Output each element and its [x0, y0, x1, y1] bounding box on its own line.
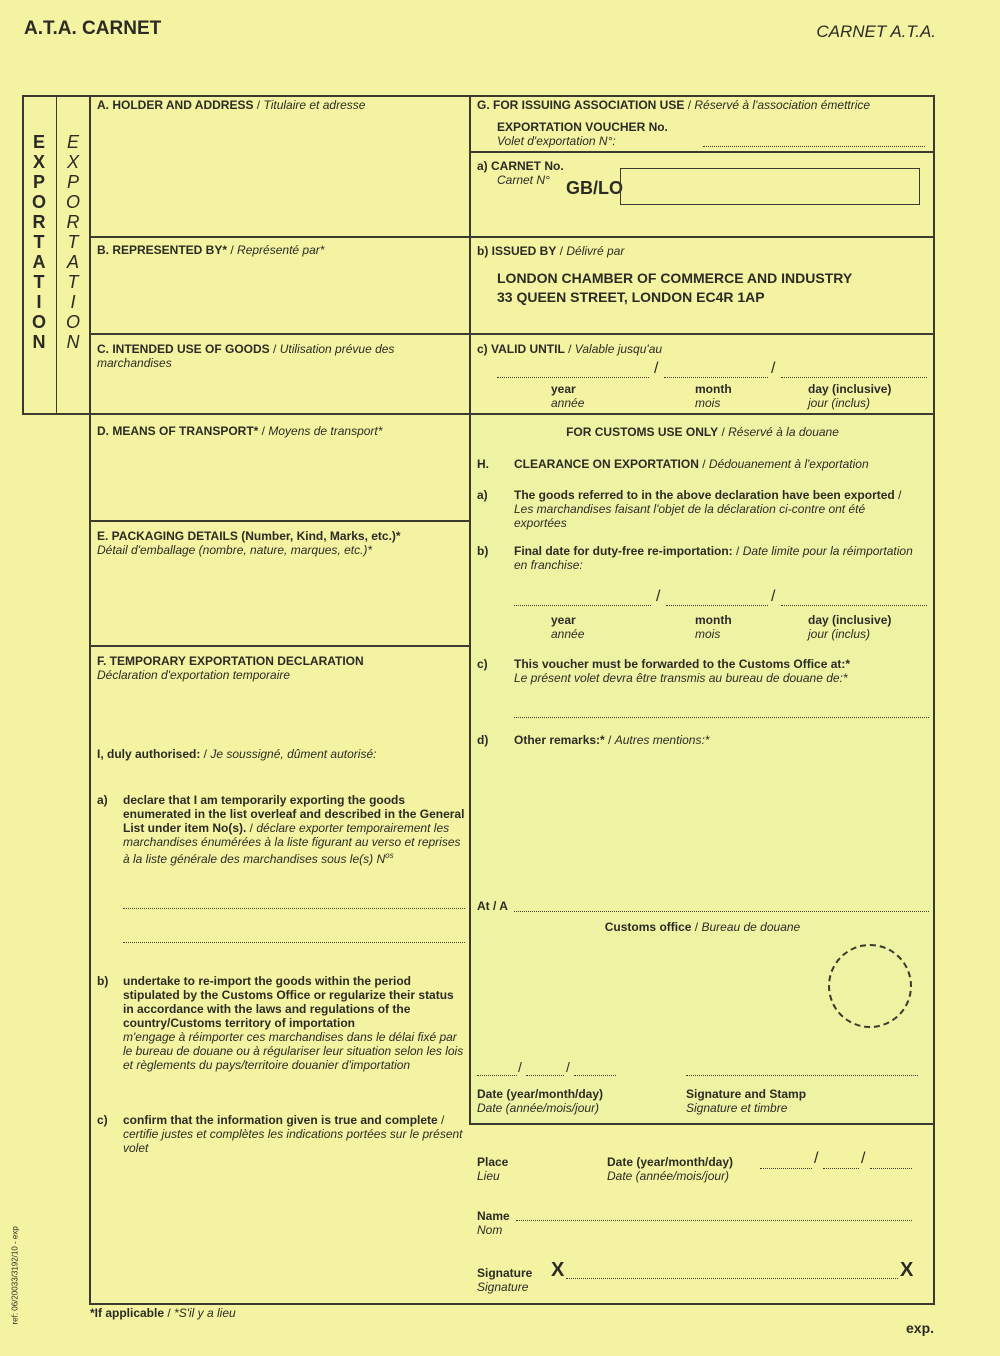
item-b-en: undertake to re-import the goods within the period stipulated by the Customs Office or regularize their status in accordance with the laws and regulations of the country/Customs territory of importation [123, 974, 454, 1030]
side-letter: T [33, 232, 45, 252]
side-letter: E [66, 132, 79, 152]
voucher-label [497, 120, 668, 148]
frame-side-divider [56, 95, 57, 415]
name-caption [477, 1209, 510, 1237]
customs-b-en: Final date for duty-free re-importation: [514, 544, 733, 558]
other-remarks-field[interactable] [514, 752, 929, 892]
issuer-line-2: 33 QUEEN STREET, LONDON EC4R 1AP [497, 289, 765, 305]
customs-office-fr: Bureau de douane [701, 920, 801, 934]
customs-date-year-field[interactable] [477, 1075, 517, 1076]
item-numbers-line-2[interactable] [123, 942, 465, 943]
item-b-text [123, 974, 465, 1072]
item-b-fr: m'engage à réimporter ces marchandises dans le délai fixé par le bureau de douane ou à régulariser leur situation selon les lois et règlements du pays/territoire douanier d'importation [123, 1030, 464, 1072]
reimport-day-caption [808, 613, 891, 641]
valid-month-en: month [695, 382, 732, 396]
valid-day-fr: jour (inclus) [808, 396, 871, 410]
side-letter: T [67, 272, 79, 292]
issuer-line-1: LONDON CHAMBER OF COMMERCE AND INDUSTRY [497, 270, 853, 286]
valid-day-field[interactable] [781, 377, 927, 378]
holder-date-en: Date (year/month/day) [607, 1155, 734, 1169]
customs-d-en: Other remarks:* [514, 733, 605, 747]
signature-caption [477, 1266, 532, 1294]
customs-date-day-field[interactable] [574, 1075, 616, 1076]
item-c-letter: c) [97, 1113, 108, 1127]
side-letter: X [32, 152, 45, 172]
signature-fr: Signature [477, 1280, 529, 1294]
section-e-fr: Détail d'emballage (nombre, nature, marques, etc.)* [97, 543, 373, 557]
section-a-fr: Titulaire et adresse [263, 98, 366, 112]
side-letter: O [31, 312, 46, 332]
side-letter: X [66, 152, 79, 172]
customs-c-en: This voucher must be forwarded to the Customs Office at:* [514, 657, 851, 671]
customs-title: FOR CUSTOMS USE ONLY / Réservé à la douane [566, 425, 839, 439]
name-en: Name [477, 1209, 510, 1223]
section-d-label: D. MEANS OF TRANSPORT* / Moyens de transport* [97, 424, 383, 438]
divider-g-c [469, 333, 935, 335]
valid-year-field[interactable] [497, 377, 649, 378]
section-c-en: C. INTENDED USE OF GOODS [97, 342, 270, 356]
reimport-year-en: year [551, 613, 576, 627]
item-a-en: declare that I am temporarily exporting the goods enumerated in the list overleaf and described in the General List under item No(s). [123, 793, 465, 835]
side-letter: N [66, 332, 80, 352]
reimport-year-caption [551, 613, 584, 641]
holder-date-year-field[interactable] [760, 1168, 812, 1169]
footnote-en: *If applicable [90, 1306, 165, 1320]
section-f-fr: Déclaration d'exportation temporaire [97, 668, 291, 682]
represented-by-field[interactable] [92, 262, 468, 332]
holder-address-field[interactable] [92, 118, 468, 234]
side-letter: A [32, 252, 46, 272]
place-fr: Lieu [477, 1169, 500, 1183]
voucher-en: EXPORTATION VOUCHER No. [497, 120, 668, 134]
customs-office-en: Customs office [604, 920, 692, 934]
section-a-en: A. HOLDER AND ADDRESS [97, 98, 254, 112]
divider-g-b [469, 236, 935, 238]
place-en: Place [477, 1155, 509, 1169]
date-separator: / [771, 588, 776, 605]
divider-e-f [89, 645, 470, 647]
side-letter: A [66, 252, 79, 272]
customs-signature-field[interactable] [686, 1075, 918, 1076]
place-caption [477, 1155, 508, 1183]
side-letter: T [67, 232, 79, 252]
holder-date-day-field[interactable] [870, 1168, 912, 1169]
customs-b-fr: Date limite pour la réimportation en franchise: [514, 544, 913, 572]
frame-left-bottom [22, 413, 92, 415]
valid-day-en: day (inclusive) [808, 382, 892, 396]
intended-use-field[interactable] [92, 372, 468, 412]
valid-month-fr: mois [695, 396, 721, 410]
carnet-label [477, 159, 564, 187]
customs-a-en: The goods referred to in the above declaration have been exported [514, 488, 895, 502]
signature-x-right: X [900, 1259, 914, 1281]
section-g-label: G. FOR ISSUING ASSOCIATION USE / Réservé à l'association émettrice [477, 98, 871, 112]
reimport-year-field[interactable] [514, 605, 651, 606]
date-separator: / [566, 1059, 570, 1075]
customs-date-caption [477, 1087, 603, 1115]
document-title-fr: CARNET A.T.A. [816, 22, 936, 41]
section-d-en: D. MEANS OF TRANSPORT* [97, 424, 259, 438]
side-letter: R [32, 212, 46, 232]
side-letter: R [66, 212, 80, 232]
issued-by-fr: Délivré par [566, 244, 625, 258]
customs-date-fr: Date (année/mois/jour) [477, 1101, 600, 1115]
reference-code: ref: 06/20033/3192/10 - exp [10, 1226, 20, 1325]
packaging-details-field[interactable] [92, 562, 468, 644]
signature-en: Signature [477, 1266, 533, 1280]
reimport-month-fr: mois [695, 627, 721, 641]
section-g-fr: Réservé à l'association émettrice [694, 98, 871, 112]
side-letter: O [65, 192, 80, 212]
customs-signature-caption [686, 1087, 806, 1115]
customs-a-letter: a) [477, 488, 488, 502]
customs-a-fr: Les marchandises faisant l'objet de la déclaration ci-contre ont été exportées [514, 502, 866, 530]
reimport-month-en: month [695, 613, 732, 627]
customs-d-letter: d) [477, 733, 489, 747]
stamp-circle [828, 944, 912, 1028]
section-e-label [97, 529, 467, 557]
frame-top [22, 95, 935, 97]
divider-c-d [89, 413, 935, 415]
section-f-intro: I, duly authorised: / Je soussigné, dûment autorisé: [97, 747, 377, 761]
customs-h-text: CLEARANCE ON EXPORTATION / Dédouanement à l'exportation [514, 457, 869, 471]
divider-customs-sign [469, 1123, 935, 1125]
valid-until-fr: Valable jusqu'au [574, 342, 663, 356]
frame-bottom [89, 1303, 935, 1305]
section-f-label [97, 654, 467, 682]
issuer-address [497, 269, 852, 307]
item-c-text: confirm that the information given is true and complete / certifie justes et complètes les indications portées sur le présent volet [123, 1113, 463, 1155]
at-field[interactable] [514, 911, 929, 912]
side-letter: I [70, 292, 76, 312]
customs-title-en: FOR CUSTOMS USE ONLY [566, 425, 719, 439]
reimport-day-en: day (inclusive) [808, 613, 892, 627]
customs-sig-fr: Signature et timbre [686, 1101, 788, 1115]
valid-month-field[interactable] [664, 377, 768, 378]
customs-date-en: Date (year/month/day) [477, 1087, 604, 1101]
date-separator: / [518, 1059, 522, 1075]
carnet-en: a) CARNET No. [477, 159, 564, 173]
customs-d-text: Other remarks:* / Autres mentions:* [514, 733, 710, 747]
customs-office-label: Customs office / Bureau de douane [604, 920, 801, 934]
customs-c-text [514, 657, 929, 685]
item-a-fr: déclare exporter temporairement les marchandises énumérées à la liste figurant au verso et reprises à la liste générale des marchandises sous le(s) N [123, 821, 461, 866]
holder-signature-field[interactable] [566, 1278, 898, 1279]
divider-d-e [89, 520, 470, 522]
holder-date-fr: Date (année/mois/jour) [607, 1169, 730, 1183]
customs-h-fr: Dédouanement à l'exportation [708, 457, 869, 471]
name-fr: Nom [477, 1223, 503, 1237]
item-numbers-line-1[interactable] [123, 908, 465, 909]
valid-year-fr: année [551, 396, 585, 410]
issued-by-label: b) ISSUED BY / Délivré par [477, 244, 625, 258]
frame-middle [469, 95, 471, 1125]
divider-b-c [89, 333, 470, 335]
customs-title-fr: Réservé à la douane [728, 425, 839, 439]
side-letter: N [32, 332, 46, 352]
reimport-month-field[interactable] [666, 605, 768, 606]
section-f-en: F. TEMPORARY EXPORTATION DECLARATION [97, 654, 364, 668]
customs-date-month-field[interactable] [526, 1075, 564, 1076]
customs-office-destination-field[interactable] [514, 717, 929, 718]
reimport-month-caption [695, 613, 732, 641]
reimport-day-fr: jour (inclus) [808, 627, 871, 641]
date-separator: / [861, 1150, 866, 1167]
divider-g-a [469, 151, 935, 153]
item-a-letter: a) [97, 793, 108, 807]
carnet-number-input[interactable] [620, 168, 920, 205]
side-letter: I [36, 292, 42, 312]
date-separator: / [656, 588, 661, 605]
at-text: At / A [477, 899, 508, 913]
section-b-label: B. REPRESENTED BY* / Représenté par* [97, 243, 325, 257]
side-letter: T [33, 272, 45, 292]
side-letter: E [32, 132, 45, 152]
form-code: exp. [906, 1320, 935, 1336]
side-letter: O [31, 192, 46, 212]
footnote-fr: *S'il y a lieu [174, 1306, 236, 1320]
side-letter: P [66, 172, 79, 192]
footnote: *If applicable / *S'il y a lieu [90, 1306, 236, 1320]
issued-by-en: b) ISSUED BY [477, 244, 557, 258]
customs-d-fr: Autres mentions:* [614, 733, 710, 747]
section-f-intro-fr: Je soussigné, dûment autorisé: [210, 747, 377, 761]
divider-a-b [89, 236, 470, 238]
section-a-label: A. HOLDER AND ADDRESS / Titulaire et adresse [97, 98, 366, 112]
frame-left-main [89, 95, 91, 1305]
section-d-fr: Moyens de transport* [268, 424, 383, 438]
valid-month-caption [695, 382, 732, 410]
section-c-fr: Utilisation prévue des marchandises [97, 342, 395, 370]
reimport-day-field[interactable] [781, 605, 927, 606]
reimport-year-fr: année [551, 627, 585, 641]
customs-sig-en: Signature and Stamp [686, 1087, 807, 1101]
voucher-fr: Volet d'exportation N°: [497, 134, 616, 148]
side-letter: O [65, 312, 80, 332]
item-b-letter: b) [97, 974, 109, 988]
date-separator: / [814, 1150, 819, 1167]
side-letter: P [32, 172, 45, 192]
customs-c-fr: Le présent volet devra être transmis au bureau de douane de:* [514, 671, 848, 685]
customs-b-text: Final date for duty-free re-importation: / Date limite pour la réimportation en franchise: [514, 544, 913, 572]
section-b-en: B. REPRESENTED BY* [97, 243, 228, 257]
holder-date-caption [607, 1155, 733, 1183]
holder-name-field[interactable] [516, 1220, 912, 1221]
valid-until-label: c) VALID UNTIL / Valable jusqu'au [477, 342, 663, 356]
section-b-fr: Représenté par* [237, 243, 325, 257]
item-c-fr: certifie justes et complètes les indications portées sur le présent volet [123, 1127, 463, 1155]
frame-left-top [22, 95, 24, 415]
customs-a-text: The goods referred to in the above declaration have been exported / Les marchandises faisant l'objet de la déclaration ci-contre ont été exportées [514, 488, 902, 530]
section-c-label: C. INTENDED USE OF GOODS / Utilisation prévue des marchandises [97, 342, 395, 370]
item-c-en: confirm that the information given is true and complete [123, 1113, 438, 1127]
voucher-number-field[interactable] [703, 146, 925, 147]
customs-h-letter: H. [477, 457, 489, 471]
valid-year-en: year [551, 382, 576, 396]
date-separator: / [654, 360, 659, 377]
section-f-intro-en: I, duly authorised: [97, 747, 201, 761]
item-a-text: declare that I am temporarily exporting the goods enumerated in the list overleaf and described in the General List under item No(s). / déclare exporter temporairement les marchandises énumérées à la liste figurant au verso et reprises à la liste générale des marchandises sous le(s) $N^{os}$ [123, 793, 465, 866]
signature-x-left: X [551, 1259, 565, 1281]
customs-b-letter: b) [477, 544, 489, 558]
at-label [477, 899, 508, 913]
document-title: A.T.A. CARNET [24, 18, 162, 39]
carnet-fr: Carnet N° [497, 173, 550, 187]
carnet-prefix: GB/LO [566, 178, 623, 198]
means-of-transport-field[interactable] [92, 444, 468, 518]
section-g-en: G. FOR ISSUING ASSOCIATION USE [477, 98, 685, 112]
holder-date-month-field[interactable] [823, 1168, 859, 1169]
date-separator: / [771, 360, 776, 377]
customs-c-letter: c) [477, 657, 488, 671]
customs-h-en: CLEARANCE ON EXPORTATION [514, 457, 699, 471]
valid-until-en: c) VALID UNTIL [477, 342, 565, 356]
valid-day-caption [808, 382, 891, 410]
section-e-en: E. PACKAGING DETAILS (Number, Kind, Marks, etc.)* [97, 529, 401, 543]
valid-year-caption [551, 382, 584, 410]
